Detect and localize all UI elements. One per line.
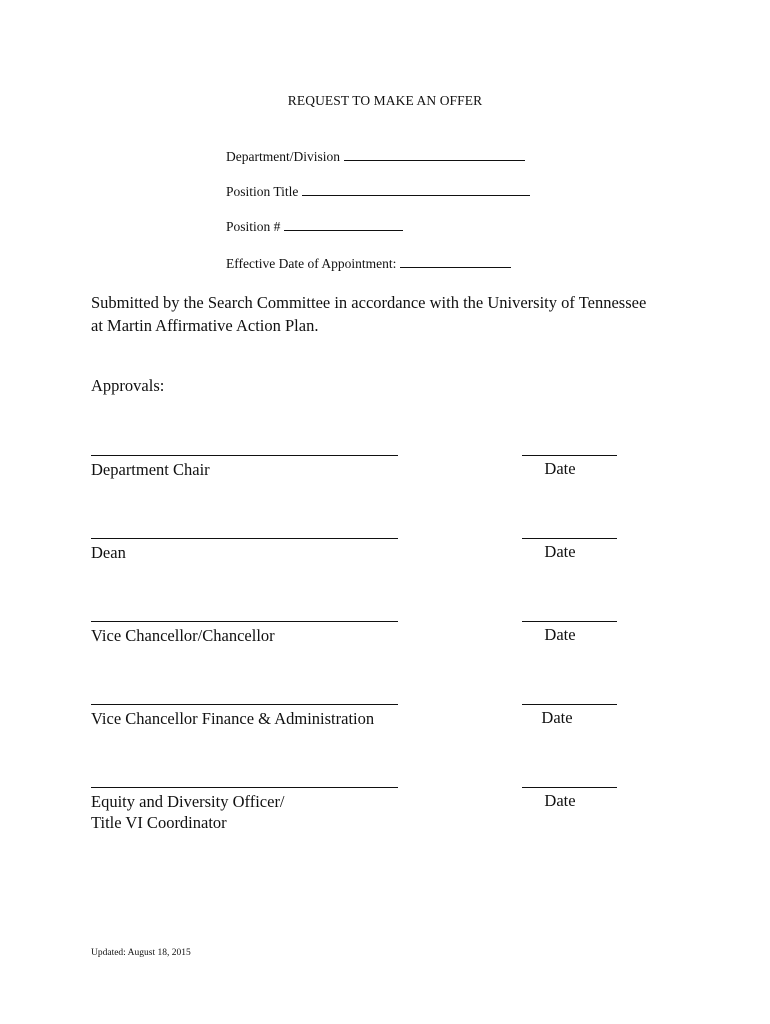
approver-title-department-chair: Department Chair <box>91 460 210 479</box>
date-label: Date <box>541 708 573 727</box>
date-line-department-chair[interactable] <box>522 455 617 456</box>
signature-line-vice-chancellor-finance[interactable] <box>91 704 398 705</box>
document-title: REQUEST TO MAKE AN OFFER <box>287 93 483 108</box>
field-label: Effective Date of Appointment: <box>226 256 397 271</box>
date-line-equity-diversity-officer[interactable] <box>522 787 617 788</box>
approvals-heading: Approvals: <box>91 376 165 395</box>
field-label: Position # <box>226 219 281 234</box>
field-position-number <box>226 218 403 235</box>
field-label: Position Title <box>226 184 299 199</box>
date-label: Date <box>544 791 576 810</box>
signature-line-equity-diversity-officer[interactable] <box>91 787 398 788</box>
approver-title-equity-diversity-officer: Equity and Diversity Officer/ Title VI Coordinator <box>91 792 285 832</box>
date-line-vice-chancellor-finance[interactable] <box>522 704 617 705</box>
position-number-input[interactable] <box>284 218 403 231</box>
signature-line-dean[interactable] <box>91 538 398 539</box>
field-label: Department/Division <box>226 149 340 164</box>
intro-paragraph: Submitted by the Search Committee in accordance with the University of Tennessee at Martin Affirmative Action Plan. <box>91 293 647 335</box>
signature-line-department-chair[interactable] <box>91 455 398 456</box>
field-position-title <box>226 183 530 200</box>
field-department-division <box>226 148 525 165</box>
signature-line-vice-chancellor-chancellor[interactable] <box>91 621 398 622</box>
field-effective-date <box>226 255 511 272</box>
approver-title-vice-chancellor-chancellor: Vice Chancellor/Chancellor <box>91 626 275 645</box>
date-label: Date <box>544 542 576 561</box>
date-line-vice-chancellor-chancellor[interactable] <box>522 621 617 622</box>
approver-title-vice-chancellor-finance: Vice Chancellor Finance & Administration <box>91 709 375 728</box>
department-division-input[interactable] <box>344 148 525 161</box>
updated-date-footer: Updated: August 18, 2015 <box>91 948 191 958</box>
date-line-dean[interactable] <box>522 538 617 539</box>
effective-date-input[interactable] <box>400 255 511 268</box>
date-label: Date <box>544 625 576 644</box>
date-label: Date <box>544 459 576 478</box>
position-title-input[interactable] <box>302 183 530 196</box>
approver-title-dean: Dean <box>91 543 126 562</box>
